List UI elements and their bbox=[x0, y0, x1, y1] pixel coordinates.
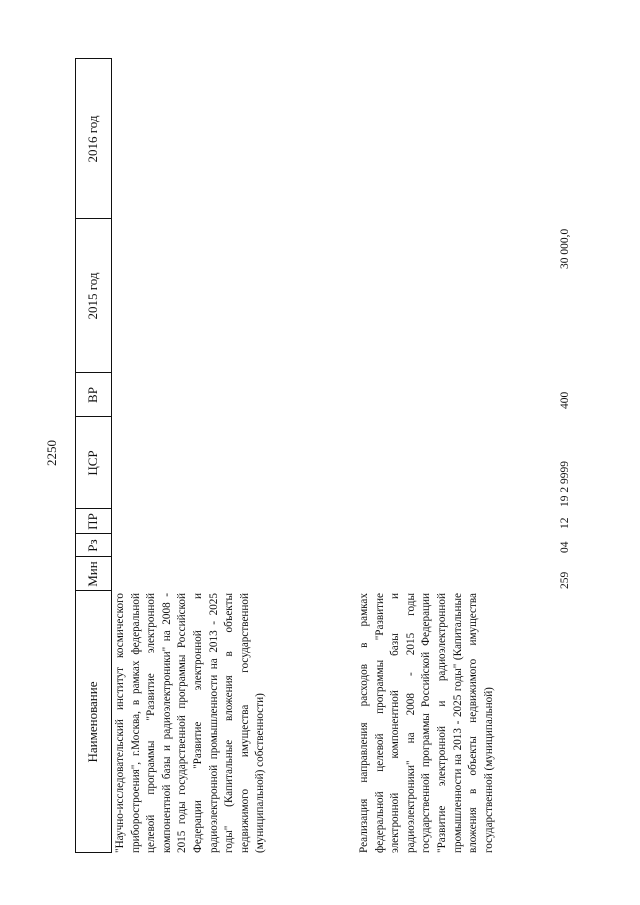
header-pr: ПР bbox=[85, 513, 100, 530]
budget-table bbox=[75, 58, 603, 853]
row-2-min: 259 bbox=[559, 571, 571, 589]
header-csr: ЦСР bbox=[85, 450, 100, 476]
page-number: 2250 bbox=[44, 440, 59, 466]
row-2-pr: 12 bbox=[559, 517, 571, 529]
header-vr: ВР bbox=[85, 387, 100, 403]
header-name: Наименование bbox=[85, 681, 100, 763]
row-2-csr: 19 2 9999 bbox=[559, 461, 571, 507]
row-2-2015: 30 000,0 bbox=[559, 228, 571, 269]
row-1-name: "Научно-исследовательский институт космического приборостроения", г.Москва, в рамках федеральной целевой программы "Развитие электронной компонентной базы и радиоэлектроники" на 2008 - 2015 годы государственной программы Российской Федерации "Развитие электронной и радиоэлектронной промышленности на 2013 - 2025 годы" (Капитальные вложения в объекты недвижимого имущества государственной (муниципальной) собственности) bbox=[114, 593, 267, 853]
header-2015: 2015 год bbox=[85, 272, 100, 320]
row-2-name: Реализация направления расходов в рамках федеральной целевой программы "Развитие электронной компонентной базы и радиоэлектроники" на 2008 - 2015 годы государственной программы Российской Федерации "Развитие электронной и радиоэлектронной промышленности на 2013 - 2025 годы" (Капитальные вложения в объекты недвижимого имущества государственной (муниципальной) bbox=[358, 593, 495, 853]
header-rz: Рз bbox=[85, 539, 100, 552]
row-2-vr: 400 bbox=[559, 391, 571, 409]
header-min: Мин bbox=[85, 561, 100, 587]
header-bottom-border bbox=[111, 58, 112, 853]
row-2-rz: 04 bbox=[559, 541, 571, 553]
header-2016: 2016 год bbox=[85, 115, 100, 163]
